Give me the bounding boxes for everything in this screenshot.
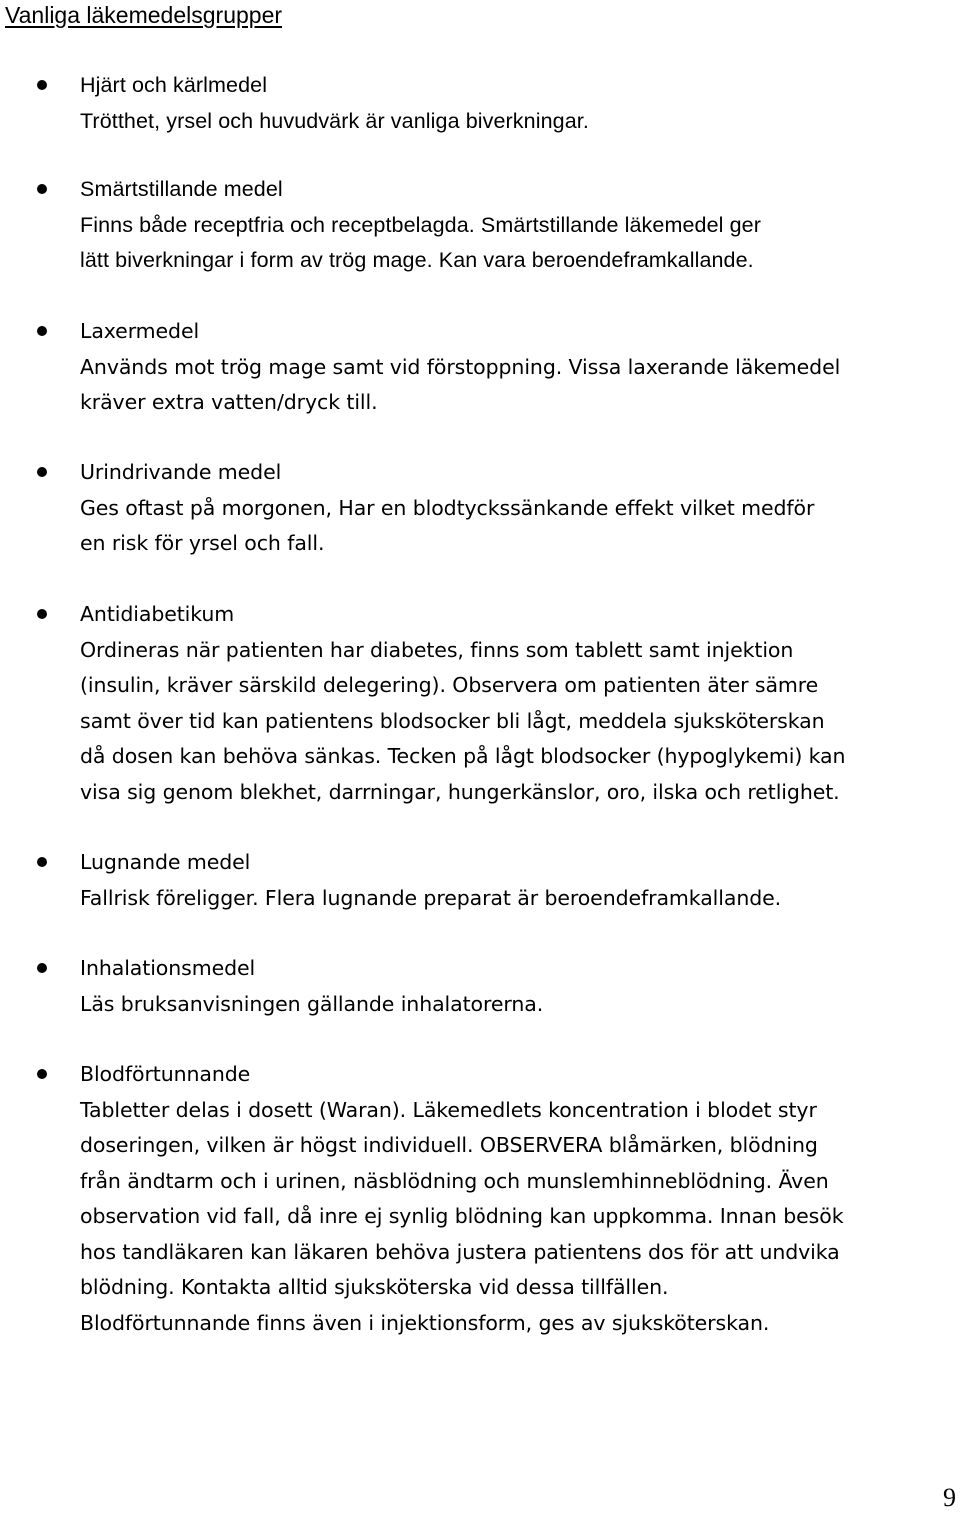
list-item-description: Finns både receptfria och receptbelagda. Smärtstillande läkemedel ger lätt biverkningar i form av trög mage. Kan vara beroendeframkallande. <box>80 212 761 272</box>
list-item-text <box>80 597 958 810</box>
bullet-icon <box>37 857 47 867</box>
list-item-heading: Laxermedel <box>80 319 200 343</box>
list-item-text <box>80 951 958 1022</box>
list-item-text <box>80 68 958 139</box>
list-item-heading: Hjärt och kärlmedel <box>80 73 268 97</box>
list-item-description: Ordineras när patienten har diabetes, finns som tablett samt injektion (insulin, kräver särskild delegering). Observera om patienten äter sämre samt över tid kan patientens blodsocker bli lågt, meddela sjuksköterskan då dosen kan behöva sänkas. Tecken på lågt blodsocker (hypoglykemi) kan visa sig genom blekhet, darrningar, hungerkänslor, oro, ilska och retlighet. <box>80 637 846 804</box>
list-item-description: Ges oftast på morgonen, Har en blodtyckssänkande effekt vilket medför en risk för yrsel och fall. <box>80 495 815 555</box>
bullet-icon <box>37 326 47 336</box>
list-item-text <box>80 455 958 562</box>
list-item-description: Läs bruksanvisningen gällande inhalatorerna. <box>80 991 544 1016</box>
list-item-text <box>80 172 958 279</box>
list-item-text <box>80 1057 958 1341</box>
list-item-description: Trötthet, yrsel och huvudvärk är vanliga biverkningar. <box>80 108 589 133</box>
list-item-heading: Antidiabetikum <box>80 602 235 626</box>
list-item-description: Används mot trög mage samt vid förstoppning. Vissa laxerande läkemedel kräver extra vatten/dryck till. <box>80 354 841 414</box>
list-item-heading: Blodförtunnande <box>80 1062 251 1086</box>
list-item-heading: Lugnande medel <box>80 850 251 874</box>
bullet-icon <box>37 80 47 90</box>
bullet-icon <box>37 184 47 194</box>
list-item-text <box>80 314 958 421</box>
bullet-icon <box>37 1069 47 1079</box>
bullet-icon <box>37 467 47 477</box>
list-item-heading: Urindrivande medel <box>80 460 282 484</box>
page-number: 9 <box>943 1483 956 1512</box>
bullet-icon <box>37 609 47 619</box>
list-item-heading: Inhalationsmedel <box>80 956 256 980</box>
page-title: Vanliga läkemedelsgrupper <box>5 2 283 28</box>
list-item-text <box>80 845 958 916</box>
list-item-description: Fallrisk föreligger. Flera lugnande preparat är beroendeframkallande. <box>80 885 782 910</box>
bullet-icon <box>37 963 47 973</box>
list-item-heading: Smärtstillande medel <box>80 177 283 201</box>
list-item-description: Tabletter delas i dosett (Waran). Läkemedlets koncentration i blodet styr doseringen, vilken är högst individuell. OBSERVERA blåmärken, blödning från ändtarm och i urinen, näsblödning och munslemhinneblödning. Även observation vid fall, då inre ej synlig blödning kan uppkomma. Innan besök hos tandläkaren kan läkaren behöva justera patientens dos för att undvika blödning. Kontakta alltid sjuksköterska vid dessa tillfällen. Blodförtunnande finns även i injektionsform, ges av sjuksköterskan. <box>80 1097 844 1335</box>
